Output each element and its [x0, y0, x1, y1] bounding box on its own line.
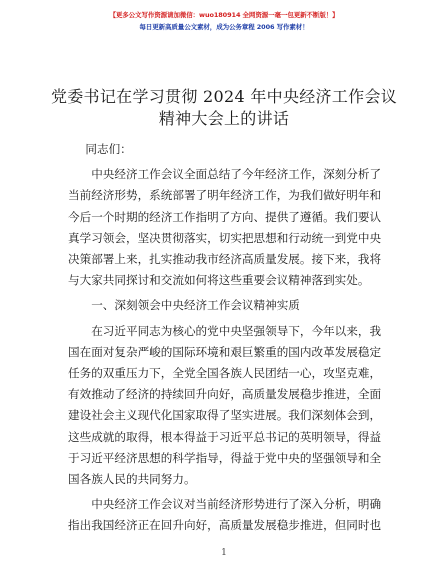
title-line1: 党委书记在学习贯彻 2024 年中央经济工作会议 [50, 87, 398, 106]
promo-banner-line2: 每日更新高质量公文素材，成为公务章程 2006 写作素材！ [139, 23, 309, 31]
promo-banner-line1: 【更多公文写作资源请加微信：wuo180914 全网资源一毫一包更新不断版！】 [109, 11, 339, 19]
promo-banner [0, 9, 448, 33]
document-body [68, 139, 388, 537]
paragraph-situation: 中央经济工作会议对当前经济形势进行了深入分析，明确指出我国经济正在回升向好，高质量发展稳步推进，但同时也 [68, 497, 382, 533]
greeting: 同志们： [85, 142, 132, 156]
paragraph-intro: 中央经济工作会议全面总结了今年经济工作，深刻分析了当前经济形势，系统部署了明年经济工作，为我们做好明年和今后一个时期的经济工作指明了方向、提供了遵循。我们要认真学习领会，坚决贯彻落实，切实把思想和行动统一到党中央决策部署上来，扎实推动我市经济高质量发展。接下来，我将与大家共同探讨和交流如何将这些重要会议精神落到实处。 [68, 167, 382, 288]
paragraph-achievements: 在习近平同志为核心的党中央坚强领导下，今年以来，我国在面对复杂严峻的国际环境和艰巨繁重的国内改革发展稳定任务的双重压力下，全党全国各族人民团结一心，攻坚克难，有效推动了经济的持续回升向好，高质量发展稳步推进，全面建设社会主义现代化国家取得了坚实进展。我们深刻体会到，这些成就的取得，根本得益于习近平总书记的英明领导，得益于习近平经济思想的科学指导，得益于党中央的坚强领导和全国各族人民的共同努力。 [68, 323, 382, 487]
title-line2: 精神大会上的讲话 [158, 109, 290, 128]
page-number: 1 [221, 548, 227, 558]
document-title [0, 86, 448, 130]
section-heading-1: 一、深刻领会中央经济工作会议精神实质 [91, 298, 300, 313]
